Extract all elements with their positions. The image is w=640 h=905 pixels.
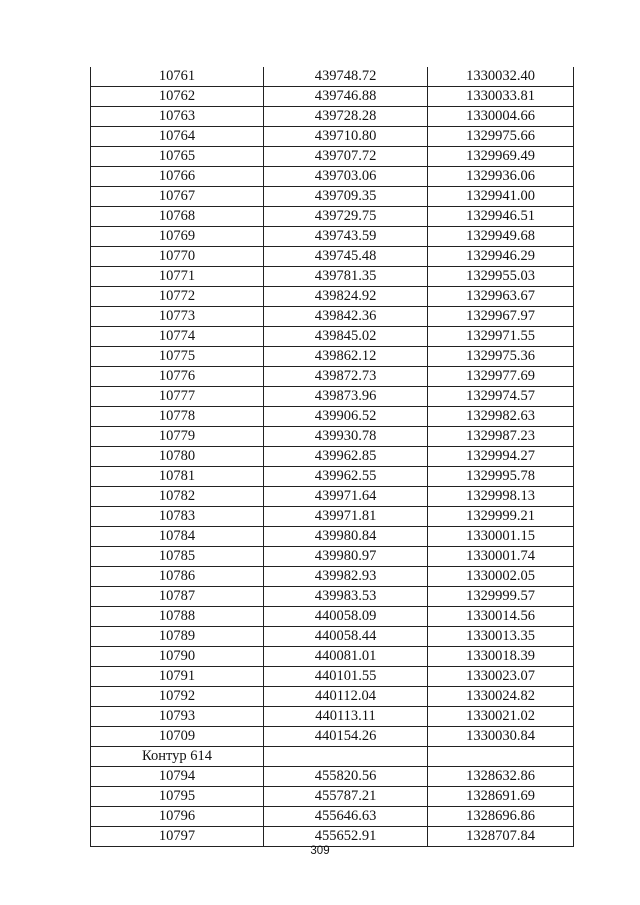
y-coordinate-cell: 1330023.07 — [428, 667, 574, 687]
y-coordinate-cell: 1330013.35 — [428, 627, 574, 647]
x-coordinate-cell: 440058.44 — [264, 627, 428, 647]
table-row — [91, 767, 574, 787]
y-coordinate-cell: 1329975.66 — [428, 127, 574, 147]
y-coordinate-cell: 1329987.23 — [428, 427, 574, 447]
x-coordinate-cell: 439962.85 — [264, 447, 428, 467]
point-number-cell: 10784 — [91, 527, 264, 547]
x-coordinate-cell: 455652.91 — [264, 827, 428, 847]
table-row — [91, 327, 574, 347]
table-row — [91, 227, 574, 247]
x-coordinate-cell: 439743.59 — [264, 227, 428, 247]
y-coordinate-cell: 1330001.74 — [428, 547, 574, 567]
x-coordinate-cell: 439971.64 — [264, 487, 428, 507]
point-number-cell: 10762 — [91, 87, 264, 107]
x-coordinate-cell: 439824.92 — [264, 287, 428, 307]
x-coordinate-cell: 439729.75 — [264, 207, 428, 227]
point-number-cell: 10795 — [91, 787, 264, 807]
x-coordinate-cell: 440101.55 — [264, 667, 428, 687]
x-coordinate-cell: 439745.48 — [264, 247, 428, 267]
y-coordinate-cell: 1329999.57 — [428, 587, 574, 607]
y-coordinate-cell: 1329967.97 — [428, 307, 574, 327]
point-number-cell: 10774 — [91, 327, 264, 347]
x-coordinate-cell: 439746.88 — [264, 87, 428, 107]
x-coordinate-cell: 439962.55 — [264, 467, 428, 487]
y-coordinate-cell: 1329971.55 — [428, 327, 574, 347]
point-number-cell: 10766 — [91, 167, 264, 187]
x-coordinate-cell: 439971.81 — [264, 507, 428, 527]
point-number-cell: 10781 — [91, 467, 264, 487]
point-number-cell: 10772 — [91, 287, 264, 307]
table-row — [91, 147, 574, 167]
x-coordinate-cell: 455646.63 — [264, 807, 428, 827]
point-number-cell: 10786 — [91, 567, 264, 587]
table-row — [91, 607, 574, 627]
point-number-cell: 10763 — [91, 107, 264, 127]
x-coordinate-cell: 439983.53 — [264, 587, 428, 607]
x-coordinate-cell: 440154.26 — [264, 727, 428, 747]
y-coordinate-cell: 1329994.27 — [428, 447, 574, 467]
x-coordinate-cell — [264, 747, 428, 767]
x-coordinate-cell: 439710.80 — [264, 127, 428, 147]
table-row — [91, 787, 574, 807]
y-coordinate-cell: 1328707.84 — [428, 827, 574, 847]
table-row — [91, 487, 574, 507]
point-number-cell: 10773 — [91, 307, 264, 327]
coordinates-table-body — [91, 67, 574, 847]
table-row — [91, 67, 574, 87]
table-row — [91, 707, 574, 727]
x-coordinate-cell: 439980.97 — [264, 547, 428, 567]
y-coordinate-cell: 1330001.15 — [428, 527, 574, 547]
point-number-cell: 10761 — [91, 67, 264, 87]
table-row — [91, 407, 574, 427]
table-row — [91, 127, 574, 147]
point-number-cell: 10776 — [91, 367, 264, 387]
x-coordinate-cell: 439930.78 — [264, 427, 428, 447]
x-coordinate-cell: 439707.72 — [264, 147, 428, 167]
table-row — [91, 627, 574, 647]
x-coordinate-cell: 439748.72 — [264, 67, 428, 87]
point-number-cell: 10765 — [91, 147, 264, 167]
point-number-cell: 10793 — [91, 707, 264, 727]
y-coordinate-cell: 1329995.78 — [428, 467, 574, 487]
point-number-cell: 10790 — [91, 647, 264, 667]
table-row — [91, 587, 574, 607]
y-coordinate-cell: 1330030.84 — [428, 727, 574, 747]
table-row — [91, 187, 574, 207]
point-number-cell: 10787 — [91, 587, 264, 607]
y-coordinate-cell: 1329936.06 — [428, 167, 574, 187]
point-number-cell: 10792 — [91, 687, 264, 707]
table-row — [91, 427, 574, 447]
x-coordinate-cell: 439781.35 — [264, 267, 428, 287]
x-coordinate-cell: 440113.11 — [264, 707, 428, 727]
table-row — [91, 647, 574, 667]
y-coordinate-cell: 1330033.81 — [428, 87, 574, 107]
x-coordinate-cell: 439982.93 — [264, 567, 428, 587]
y-coordinate-cell: 1329949.68 — [428, 227, 574, 247]
point-number-cell: 10709 — [91, 727, 264, 747]
table-row — [91, 107, 574, 127]
contour-header-row — [91, 747, 574, 767]
point-number-cell: 10770 — [91, 247, 264, 267]
point-number-cell: 10768 — [91, 207, 264, 227]
point-number-cell: 10797 — [91, 827, 264, 847]
y-coordinate-cell: 1329963.67 — [428, 287, 574, 307]
y-coordinate-cell: 1329998.13 — [428, 487, 574, 507]
x-coordinate-cell: 455787.21 — [264, 787, 428, 807]
table-row — [91, 727, 574, 747]
y-coordinate-cell: 1329946.51 — [428, 207, 574, 227]
table-row — [91, 307, 574, 327]
point-number-cell: Контур 614 — [91, 747, 264, 767]
x-coordinate-cell: 440058.09 — [264, 607, 428, 627]
table-row — [91, 667, 574, 687]
y-coordinate-cell: 1328696.86 — [428, 807, 574, 827]
table-row — [91, 207, 574, 227]
coordinates-table — [90, 67, 574, 847]
point-number-cell: 10791 — [91, 667, 264, 687]
table-row — [91, 507, 574, 527]
point-number-cell: 10779 — [91, 427, 264, 447]
point-number-cell: 10780 — [91, 447, 264, 467]
table-row — [91, 367, 574, 387]
table-row — [91, 807, 574, 827]
x-coordinate-cell: 439728.28 — [264, 107, 428, 127]
table-row — [91, 547, 574, 567]
x-coordinate-cell: 439842.36 — [264, 307, 428, 327]
y-coordinate-cell: 1328632.86 — [428, 767, 574, 787]
table-row — [91, 87, 574, 107]
x-coordinate-cell: 440112.04 — [264, 687, 428, 707]
point-number-cell: 10769 — [91, 227, 264, 247]
y-coordinate-cell: 1329974.57 — [428, 387, 574, 407]
table-row — [91, 567, 574, 587]
table-row — [91, 527, 574, 547]
table-row — [91, 827, 574, 847]
y-coordinate-cell: 1328691.69 — [428, 787, 574, 807]
y-coordinate-cell: 1330002.05 — [428, 567, 574, 587]
table-row — [91, 387, 574, 407]
point-number-cell: 10775 — [91, 347, 264, 367]
y-coordinate-cell: 1329955.03 — [428, 267, 574, 287]
point-number-cell: 10777 — [91, 387, 264, 407]
point-number-cell: 10789 — [91, 627, 264, 647]
point-number-cell: 10767 — [91, 187, 264, 207]
y-coordinate-cell: 1330021.02 — [428, 707, 574, 727]
table-row — [91, 167, 574, 187]
y-coordinate-cell: 1330004.66 — [428, 107, 574, 127]
x-coordinate-cell: 439845.02 — [264, 327, 428, 347]
table-row — [91, 267, 574, 287]
point-number-cell: 10794 — [91, 767, 264, 787]
point-number-cell: 10764 — [91, 127, 264, 147]
point-number-cell: 10782 — [91, 487, 264, 507]
page-number: 309 — [310, 845, 330, 857]
x-coordinate-cell: 439703.06 — [264, 167, 428, 187]
point-number-cell: 10788 — [91, 607, 264, 627]
y-coordinate-cell — [428, 747, 574, 767]
y-coordinate-cell: 1329999.21 — [428, 507, 574, 527]
y-coordinate-cell: 1329977.69 — [428, 367, 574, 387]
y-coordinate-cell: 1329982.63 — [428, 407, 574, 427]
table-row — [91, 467, 574, 487]
table-row — [91, 247, 574, 267]
y-coordinate-cell: 1330018.39 — [428, 647, 574, 667]
point-number-cell: 10783 — [91, 507, 264, 527]
y-coordinate-cell: 1329969.49 — [428, 147, 574, 167]
x-coordinate-cell: 439873.96 — [264, 387, 428, 407]
y-coordinate-cell: 1329975.36 — [428, 347, 574, 367]
x-coordinate-cell: 439872.73 — [264, 367, 428, 387]
y-coordinate-cell: 1329941.00 — [428, 187, 574, 207]
point-number-cell: 10771 — [91, 267, 264, 287]
point-number-cell: 10778 — [91, 407, 264, 427]
table-row — [91, 347, 574, 367]
y-coordinate-cell: 1330032.40 — [428, 67, 574, 87]
y-coordinate-cell: 1329946.29 — [428, 247, 574, 267]
point-number-cell: 10785 — [91, 547, 264, 567]
y-coordinate-cell: 1330014.56 — [428, 607, 574, 627]
table-row — [91, 687, 574, 707]
x-coordinate-cell: 439906.52 — [264, 407, 428, 427]
x-coordinate-cell: 455820.56 — [264, 767, 428, 787]
x-coordinate-cell: 439709.35 — [264, 187, 428, 207]
x-coordinate-cell: 440081.01 — [264, 647, 428, 667]
x-coordinate-cell: 439862.12 — [264, 347, 428, 367]
table-row — [91, 447, 574, 467]
x-coordinate-cell: 439980.84 — [264, 527, 428, 547]
table-row — [91, 287, 574, 307]
point-number-cell: 10796 — [91, 807, 264, 827]
y-coordinate-cell: 1330024.82 — [428, 687, 574, 707]
